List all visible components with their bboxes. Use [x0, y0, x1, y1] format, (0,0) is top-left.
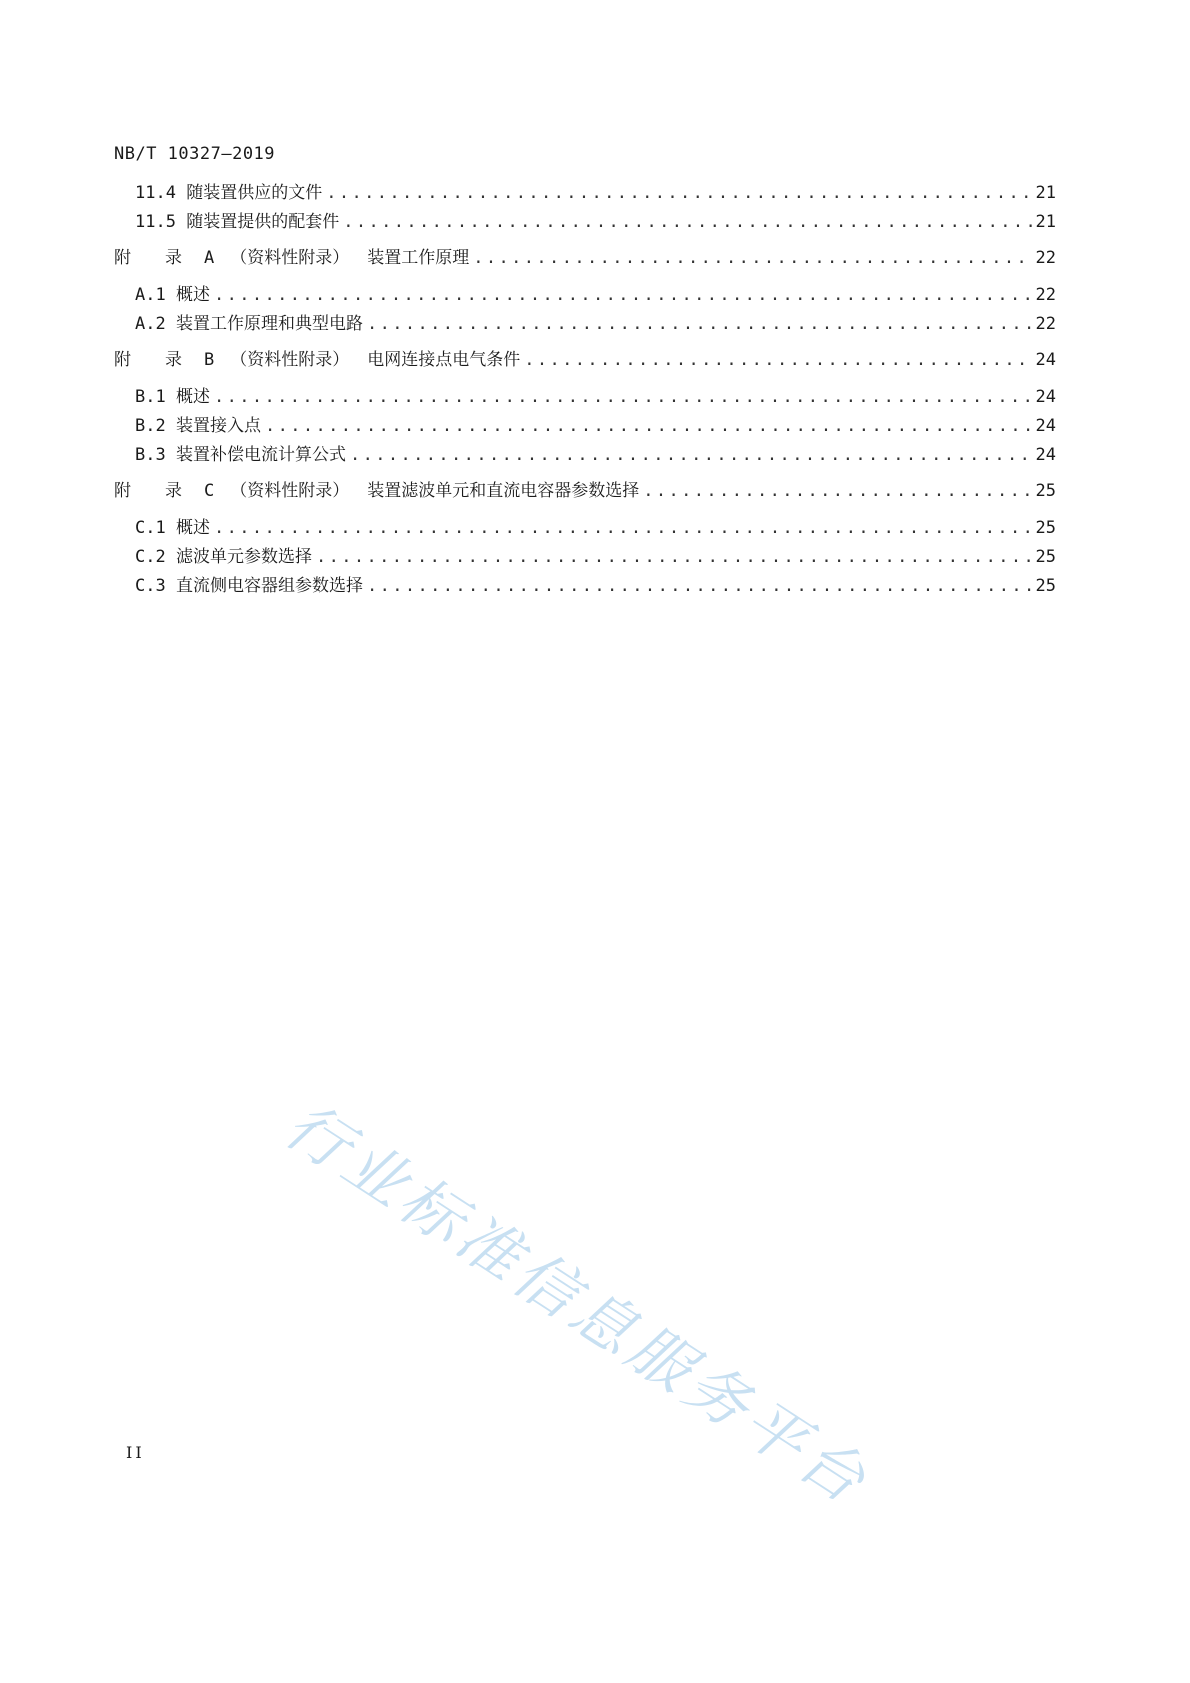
toc-entry-a-1[interactable] [135, 284, 1056, 306]
toc-entry-label: A.2 装置工作原理和典型电路 [135, 314, 363, 334]
toc-page-number: 25 [1035, 576, 1056, 596]
toc-entry-label: 11.5 随装置提供的配套件 [135, 212, 340, 232]
toc-page-number: 25 [1035, 481, 1056, 501]
toc-page-number: 24 [1035, 387, 1056, 407]
toc-entry-c-3[interactable] [135, 575, 1056, 597]
toc-entry-11-4[interactable] [135, 182, 1056, 204]
toc-entry-label: A.1 概述 [135, 285, 210, 305]
toc-leader-dots [326, 182, 1031, 204]
toc-entry-label: B.3 装置补偿电流计算公式 [135, 445, 346, 465]
toc-leader-dots [643, 480, 1031, 502]
toc-entry-label: 附 录 B （资料性附录） 电网连接点电气条件 [114, 350, 521, 370]
toc-entry-b-3[interactable] [135, 444, 1056, 466]
toc-page-number: 22 [1035, 314, 1056, 334]
toc-entry-b-2[interactable] [135, 415, 1056, 437]
toc-page-number: 22 [1035, 285, 1056, 305]
toc-page-number: 21 [1035, 212, 1056, 232]
toc-leader-dots [316, 546, 1032, 568]
toc-page-number: 25 [1035, 518, 1056, 538]
toc-entry-label: 11.4 随装置供应的文件 [135, 183, 323, 203]
toc-entry-c-2[interactable] [135, 546, 1056, 568]
page-number-footer: II [126, 1443, 145, 1462]
toc-page-number: 25 [1035, 547, 1056, 567]
toc-entry-label: B.2 装置接入点 [135, 416, 261, 436]
toc-leader-dots [214, 284, 1032, 306]
toc-leader-dots [265, 415, 1032, 437]
toc-page-number: 21 [1035, 183, 1056, 203]
toc-leader-dots [350, 444, 1032, 466]
toc-entry-appendix-b[interactable] [114, 349, 1056, 371]
toc-page-number: 24 [1035, 445, 1056, 465]
toc-entry-appendix-c[interactable] [114, 480, 1056, 502]
document-code: NB/T 10327—2019 [114, 144, 276, 164]
toc-entry-11-5[interactable] [135, 211, 1056, 233]
toc-entry-label: B.1 概述 [135, 387, 210, 407]
toc-entry-a-2[interactable] [135, 313, 1056, 335]
toc-entry-label: C.2 滤波单元参数选择 [135, 547, 312, 567]
toc-entry-label: 附 录 C （资料性附录） 装置滤波单元和直流电容器参数选择 [114, 481, 640, 501]
toc-leader-dots [524, 349, 1031, 371]
watermark: 行业标准信息服务平台 [272, 1088, 883, 1520]
toc-leader-dots [343, 211, 1031, 233]
toc-leader-dots [214, 517, 1032, 539]
toc-page-number: 24 [1035, 416, 1056, 436]
toc-page-number: 22 [1035, 248, 1056, 268]
toc-entry-b-1[interactable] [135, 386, 1056, 408]
toc-entry-c-1[interactable] [135, 517, 1056, 539]
toc-entry-appendix-a[interactable] [114, 247, 1056, 269]
toc-entry-label: 附 录 A （资料性附录） 装置工作原理 [114, 248, 470, 268]
toc-page-number: 24 [1035, 350, 1056, 370]
toc-entry-label: C.3 直流侧电容器组参数选择 [135, 576, 363, 596]
toc-leader-dots [367, 313, 1032, 335]
toc-leader-dots [367, 575, 1032, 597]
toc-leader-dots [473, 247, 1031, 269]
toc-leader-dots [214, 386, 1032, 408]
toc-entry-label: C.1 概述 [135, 518, 210, 538]
table-of-contents [0, 0, 1190, 700]
